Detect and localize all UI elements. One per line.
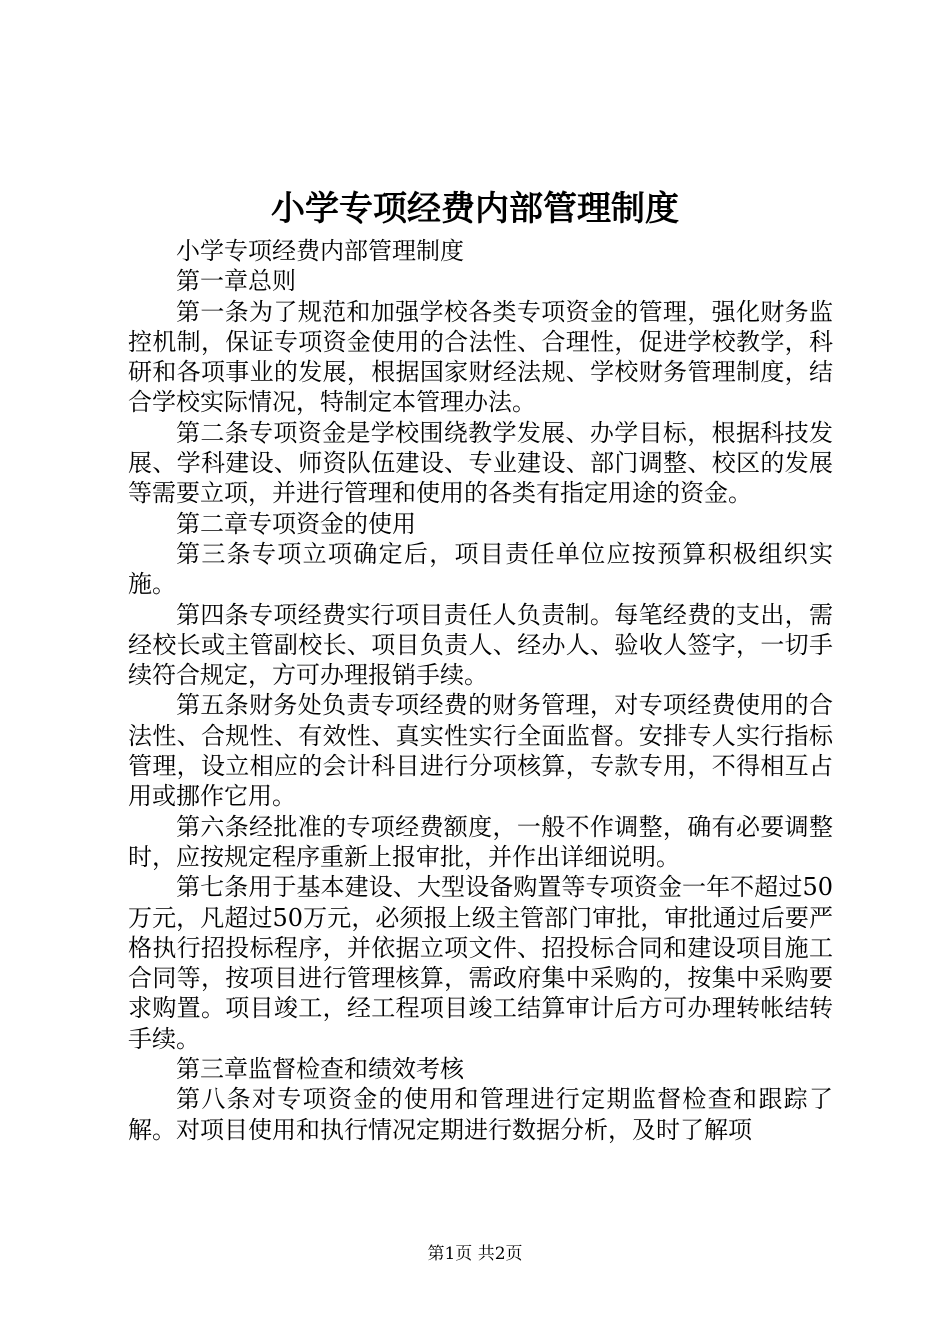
chapter-heading-1: 第一章总则 [176,267,296,296]
paragraph-heading-repeat: 小学专项经费内部管理制度 [176,237,464,265]
chapter-heading-2: 第二章专项资金的使用 [176,509,416,538]
article-5: 第五条财务处负责专项经费的财务管理，对专项经费使用的合法性、合规性、有效性、真实性实行全面监督。安排专人实行指标管理，设立相应的会计科目进行分项核算，专款专用，不得相互占用或挪作它用。 [128,691,833,811]
article-1: 第一条为了规范和加强学校各类专项资金的管理，强化财务监控机制，保证专项资金使用的合法性、合理性，促进学校教学，科研和各项事业的发展，根据国家财经法规、学校财务管理制度，结合学校实际情况，特制定本管理办法。 [128,297,833,417]
article-8: 第八条对专项资金的使用和管理进行定期监督检查和跟踪了解。对项目使用和执行情况定期进行数据分析，及时了解项 [128,1085,833,1144]
document-title: 小学专项经费内部管理制度 [271,189,679,229]
article-3: 第三条专项立项确定后，项目责任单位应按预算积极组织实施。 [128,539,833,599]
article-7: 第七条用于基本建设、大型设备购置等专项资金一年不超过50万元，凡超过50万元，必须报上级主管部门审批，审批通过后要严格执行招投标程序，并依据立项文件、招投标合同和建设项目施工合同等，按项目进行管理核算，需政府集中采购的，按集中采购要求购置。项目竣工，经工程项目竣工结算审计后方可办理转帐结转手续。 [128,873,833,1053]
article-6: 第六条经批准的专项经费额度，一般不作调整，确有必要调整时，应按规定程序重新上报审批，并作出详细说明。 [128,812,833,871]
article-2: 第二条专项资金是学校围绕教学发展、办学目标，根据科技发展、学科建设、师资队伍建设、专业建设、部门调整、校区的发展等需要立项，并进行管理和使用的各类有指定用途的资金。 [128,418,833,508]
document-body [128,236,833,1145]
article-4: 第四条专项经费实行项目责任人负责制。每笔经费的支出，需经校长或主管副校长、项目负责人、经办人、验收人签字，一切手续符合规定，方可办理报销手续。 [128,600,833,690]
chapter-heading-3: 第三章监督检查和绩效考核 [176,1055,464,1084]
page-footer: 第1页 共2页 [427,1244,523,1264]
